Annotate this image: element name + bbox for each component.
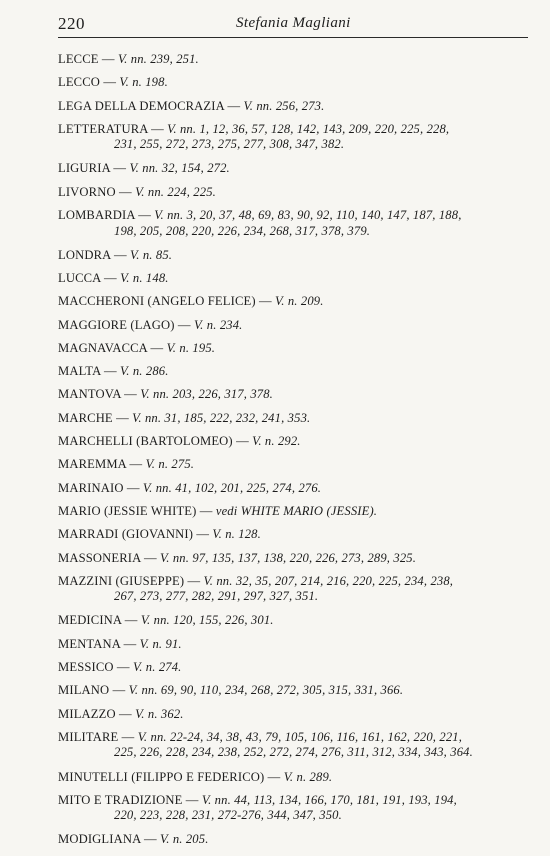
entry-heading: MASSONERIA — [58,550,161,565]
index-entry [58,364,528,380]
entry-heading: LIGURIA — [58,161,130,176]
entry-heading: MINUTELLI (FILIPPO E FEDERICO) — [58,769,284,784]
entry-references: V. n. 198. [119,75,168,90]
entry-references-continued: 225, 226, 228, 234, 238, 252, 272, 274, 276, 311, 312, 334, 343, 364. [114,745,473,760]
entry-references: V. nn. 203, 226, 317, 378. [140,387,273,402]
entry-heading: MARCHELLI (BARTOLOMEO) — [58,434,253,449]
index-entry [58,318,528,334]
entry-heading: LECCO — [58,75,120,90]
entry-references-continued: 231, 255, 272, 273, 275, 277, 308, 347, 382. [114,137,345,152]
entry-heading: MARIO (JESSIE WHITE) — [58,503,216,518]
entry-references: V. n. 85. [130,247,173,262]
entry-heading: LECCE — [58,52,118,66]
index-entry [58,208,528,239]
index-entry [58,683,528,699]
entry-heading: MARRADI (GIOVANNI) — [58,527,213,542]
entry-heading: MEDICINA — [58,613,141,628]
entry-heading: LONDRA — [58,247,131,262]
entry-heading: MARCHE — [58,410,133,425]
entry-references: V. nn. 31, 185, 222, 232, 241, 353. [132,410,311,425]
entry-references: V. n. 362. [135,706,184,721]
index-entries [58,52,528,856]
page-header [58,14,528,38]
entry-references: V. nn. 32, 154, 272. [129,161,230,176]
index-entry [58,551,528,567]
entry-references: V. n. 91. [139,636,182,651]
entry-references: V. nn. 69, 90, 110, 234, 268, 272, 305, 315, 331, 366. [128,683,404,698]
entry-references: V. nn. 44, 113, 134, 166, 170, 181, 191, 193, 194, [201,792,457,807]
index-entry [58,161,528,177]
entry-heading: LIVORNO — [58,184,136,199]
entry-heading: MILITARE — [58,729,138,744]
entry-references-continued: 198, 205, 208, 220, 226, 234, 268, 317, 378, 379. [114,223,371,238]
entry-heading: MAGNAVACCA — [58,340,167,355]
index-entry [58,770,528,786]
index-entry [58,294,528,310]
entry-heading: LETTERATURA — [58,121,168,136]
index-entry [58,574,528,605]
index-entry [58,793,528,824]
entry-references: V. nn. 32, 35, 207, 214, 216, 220, 225, 234, 238, [203,573,454,588]
entry-heading: MAREMMA — [58,457,146,472]
entry-references: V. nn. 3, 20, 37, 48, 69, 83, 90, 92, 110, 140, 147, 187, 188, [154,208,462,223]
entry-references: V. n. 205. [160,832,209,847]
entry-references: V. nn. 97, 135, 137, 138, 220, 226, 273, 289, 325. [160,550,417,565]
page-number: 220 [58,14,85,33]
entry-references: V. n. 209. [275,294,324,309]
entry-references: V. nn. 1, 12, 36, 57, 128, 142, 143, 209, 220, 225, 228, [167,121,450,136]
entry-references-continued: 267, 273, 277, 282, 291, 297, 327, 351. [114,589,319,604]
entry-references-continued: 220, 223, 228, 231, 272-276, 344, 347, 350. [114,808,342,823]
index-entry [58,434,528,450]
index-entry [58,248,528,264]
entry-references: V. n. 274. [132,660,182,675]
index-entry [58,527,528,543]
index-entry [58,271,528,287]
entry-references: V. n. 128. [212,527,261,542]
entry-heading: LEGA DELLA DEMOCRAZIA — [58,98,244,113]
entry-heading: MILANO — [58,683,129,698]
index-entry [58,341,528,357]
index-entry [58,122,528,153]
entry-heading: MENTANA — [58,636,140,651]
entry-heading: MITO E TRADIZIONE — [58,792,202,807]
index-entry [58,457,528,473]
entry-references: V. n. 148. [120,270,169,285]
index-entry [58,185,528,201]
index-entry [58,707,528,723]
index-entry [58,504,528,520]
index-entry [58,387,528,403]
entry-references: V. nn. 239, 251. [117,52,199,66]
index-entry [58,99,528,115]
entry-heading: MAZZINI (GIUSEPPE) — [58,573,204,588]
index-entry [58,411,528,427]
entry-heading: MALTA — [58,364,121,379]
index-entry [58,660,528,676]
entry-references: V. nn. 22-24, 34, 38, 43, 79, 105, 106, 116, 161, 162, 220, 221, [137,729,463,744]
entry-heading: MODIGLIANA — [58,832,160,847]
entry-references: V. nn. 120, 155, 226, 301. [140,613,274,628]
header-rule [58,37,528,38]
entry-heading: MAGGIORE (LAGO) — [58,317,194,332]
index-entry [58,613,528,629]
index-entry [58,832,528,848]
index-entry [58,52,528,68]
entry-heading: MARINAIO — [58,480,143,495]
index-entry [58,637,528,653]
entry-heading: LOMBARDIA — [58,208,155,223]
entry-references: V. n. 289. [283,769,333,784]
index-entry [58,730,528,761]
entry-heading: LUCCA — [58,270,121,285]
entry-heading: MACCHERONI (ANGELO FELICE) — [58,294,276,309]
entry-references: V. nn. 41, 102, 201, 225, 274, 276. [142,480,322,495]
running-head: Stefania Magliani [236,15,351,31]
entry-heading: MESSICO — [58,660,133,675]
entry-references: V. n. 234. [193,317,243,332]
entry-references: V. n. 286. [120,364,169,379]
entry-heading: MANTOVA — [58,387,141,402]
entry-references: V. n. 292. [252,434,301,449]
index-entry [58,481,528,497]
index-entry [58,75,528,91]
entry-references: V. nn. 256, 273. [243,98,325,113]
entry-references: V. nn. 224, 225. [135,184,216,199]
entry-heading: MILAZZO — [58,706,136,721]
entry-references: V. n. 195. [166,340,216,355]
entry-references: vedi WHITE MARIO (JESSIE). [215,503,378,518]
entry-references: V. n. 275. [145,457,195,472]
